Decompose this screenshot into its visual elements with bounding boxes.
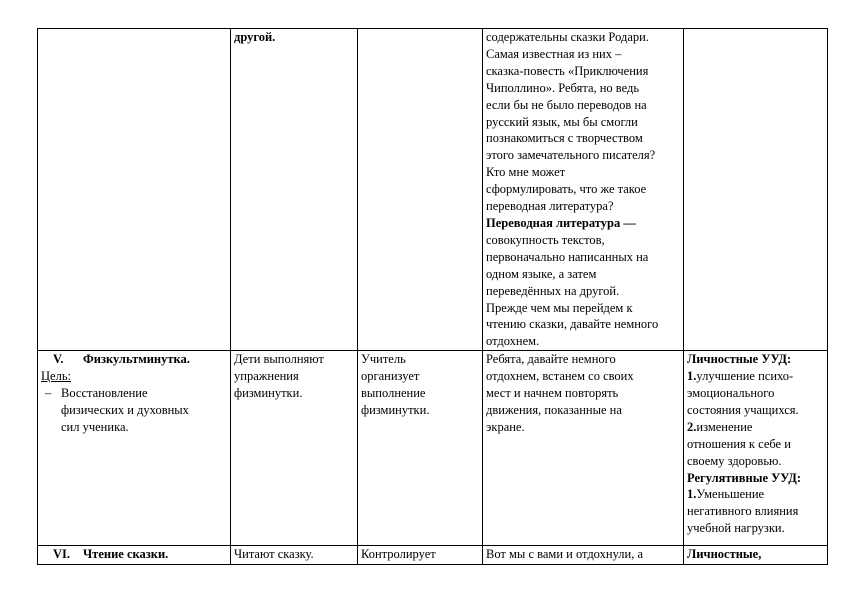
teacher-activity-cell xyxy=(358,29,483,351)
teacher-activity-cell xyxy=(358,546,483,565)
content-line: содержательны сказки Родари. xyxy=(486,30,649,44)
content-line: русский язык, мы бы смогли xyxy=(486,114,638,129)
students-activity-cell xyxy=(231,546,358,565)
students-line: физминутки. xyxy=(234,386,303,401)
stage-heading xyxy=(41,351,227,368)
uud-item-number: 1. xyxy=(687,487,697,502)
goal-line: Восстановление xyxy=(61,386,148,401)
uud-regulative-title: Регулятивные УУД: xyxy=(687,470,801,485)
content-line: чтению сказки, давайте немного xyxy=(486,317,659,332)
goal-line: физических и духовных xyxy=(61,402,189,417)
uud-item-number: 1. xyxy=(687,369,697,384)
teacher-line: Учитель xyxy=(361,352,406,367)
students-line: Дети выполняют xyxy=(234,352,324,367)
stage-title: Чтение сказки. xyxy=(83,547,169,562)
content-line: отдохнем. xyxy=(486,334,540,349)
uud-item xyxy=(687,486,824,537)
stage-number: VI. xyxy=(53,547,71,562)
uud-title: Личностные, xyxy=(687,547,762,562)
uud-personal-title: Личностные УУД: xyxy=(687,352,792,367)
content-line: движения, показанные на xyxy=(486,402,622,417)
uud-line: изменение xyxy=(696,419,753,434)
content-line: этого замечательного писателя? xyxy=(486,148,656,163)
uud-line: эмоционального xyxy=(687,386,775,401)
teacher-line: физминутки. xyxy=(361,402,430,417)
stage-cell xyxy=(38,29,231,351)
table-row xyxy=(38,546,828,565)
table-row xyxy=(38,351,828,546)
teacher-line: Контролирует xyxy=(361,547,436,562)
content-line: сформулировать, что же такое xyxy=(486,182,647,197)
content-line: Самая известная из них – xyxy=(486,46,622,61)
uud-line: улучшение психо- xyxy=(696,369,794,384)
uud-line: Уменьшение xyxy=(696,487,765,502)
content-line: если бы не было переводов на xyxy=(486,97,647,112)
content-line: переведённых на другой. xyxy=(486,283,620,298)
content-line: переводная литература? xyxy=(486,199,614,214)
content-line: одном языке, а затем xyxy=(486,266,597,281)
students-line: Читают сказку. xyxy=(234,547,314,562)
table-row xyxy=(38,29,828,351)
content-line: сказка-повесть «Приключения xyxy=(486,63,649,78)
uud-cell xyxy=(684,29,828,351)
uud-item xyxy=(687,368,824,419)
stage-number: V. xyxy=(53,352,64,367)
content-line: Прежде чем мы перейдем к xyxy=(486,300,633,315)
uud-item-number: 2. xyxy=(687,419,697,434)
definition-term: Переводная литература — xyxy=(486,215,636,230)
stage-cell xyxy=(38,351,231,546)
students-activity-text: другой. xyxy=(234,30,276,44)
goal-line: сил ученика. xyxy=(61,419,129,434)
lesson-plan-table xyxy=(37,28,828,565)
content-line: экране. xyxy=(486,419,525,434)
stage-cell xyxy=(38,546,231,565)
stage-heading xyxy=(41,546,227,563)
content-line: первоначально написанных на xyxy=(486,249,649,264)
content-line: Ребята, давайте немного xyxy=(486,352,616,367)
content-line: отдохнем, встанем со своих xyxy=(486,369,634,384)
stage-title: Физкультминутка. xyxy=(83,352,190,367)
uud-line: учебной нагрузки. xyxy=(687,521,785,536)
students-line: упражнения xyxy=(234,369,299,384)
students-activity-cell xyxy=(231,351,358,546)
content-line: Кто мне может xyxy=(486,165,566,180)
content-line: познакомиться с творчеством xyxy=(486,131,643,146)
teacher-line: организует xyxy=(361,369,420,384)
uud-item xyxy=(687,419,824,470)
uud-line: отношения к себе и xyxy=(687,436,791,451)
uud-cell xyxy=(684,351,828,546)
uud-line: своему здоровью. xyxy=(687,453,782,468)
uud-line: негативного влияния xyxy=(687,504,799,519)
teacher-line: выполнение xyxy=(361,386,426,401)
content-line: Чиполлино». Ребята, но ведь xyxy=(486,80,640,95)
content-line: мест и начнем повторять xyxy=(486,386,619,401)
goal-label: Цель: xyxy=(41,369,71,384)
lesson-content-cell xyxy=(483,351,684,546)
lesson-content-cell xyxy=(483,546,684,565)
uud-cell xyxy=(684,546,828,565)
students-activity-cell xyxy=(231,29,358,351)
goal-item xyxy=(41,385,227,436)
lesson-content-cell xyxy=(483,29,684,351)
content-line: Вот мы с вами и отдохнули, а xyxy=(486,547,643,562)
teacher-activity-cell xyxy=(358,351,483,546)
content-line: совокупность текстов, xyxy=(486,232,605,247)
uud-line: состояния учащихся. xyxy=(687,402,799,417)
dash-bullet: – xyxy=(45,386,52,401)
